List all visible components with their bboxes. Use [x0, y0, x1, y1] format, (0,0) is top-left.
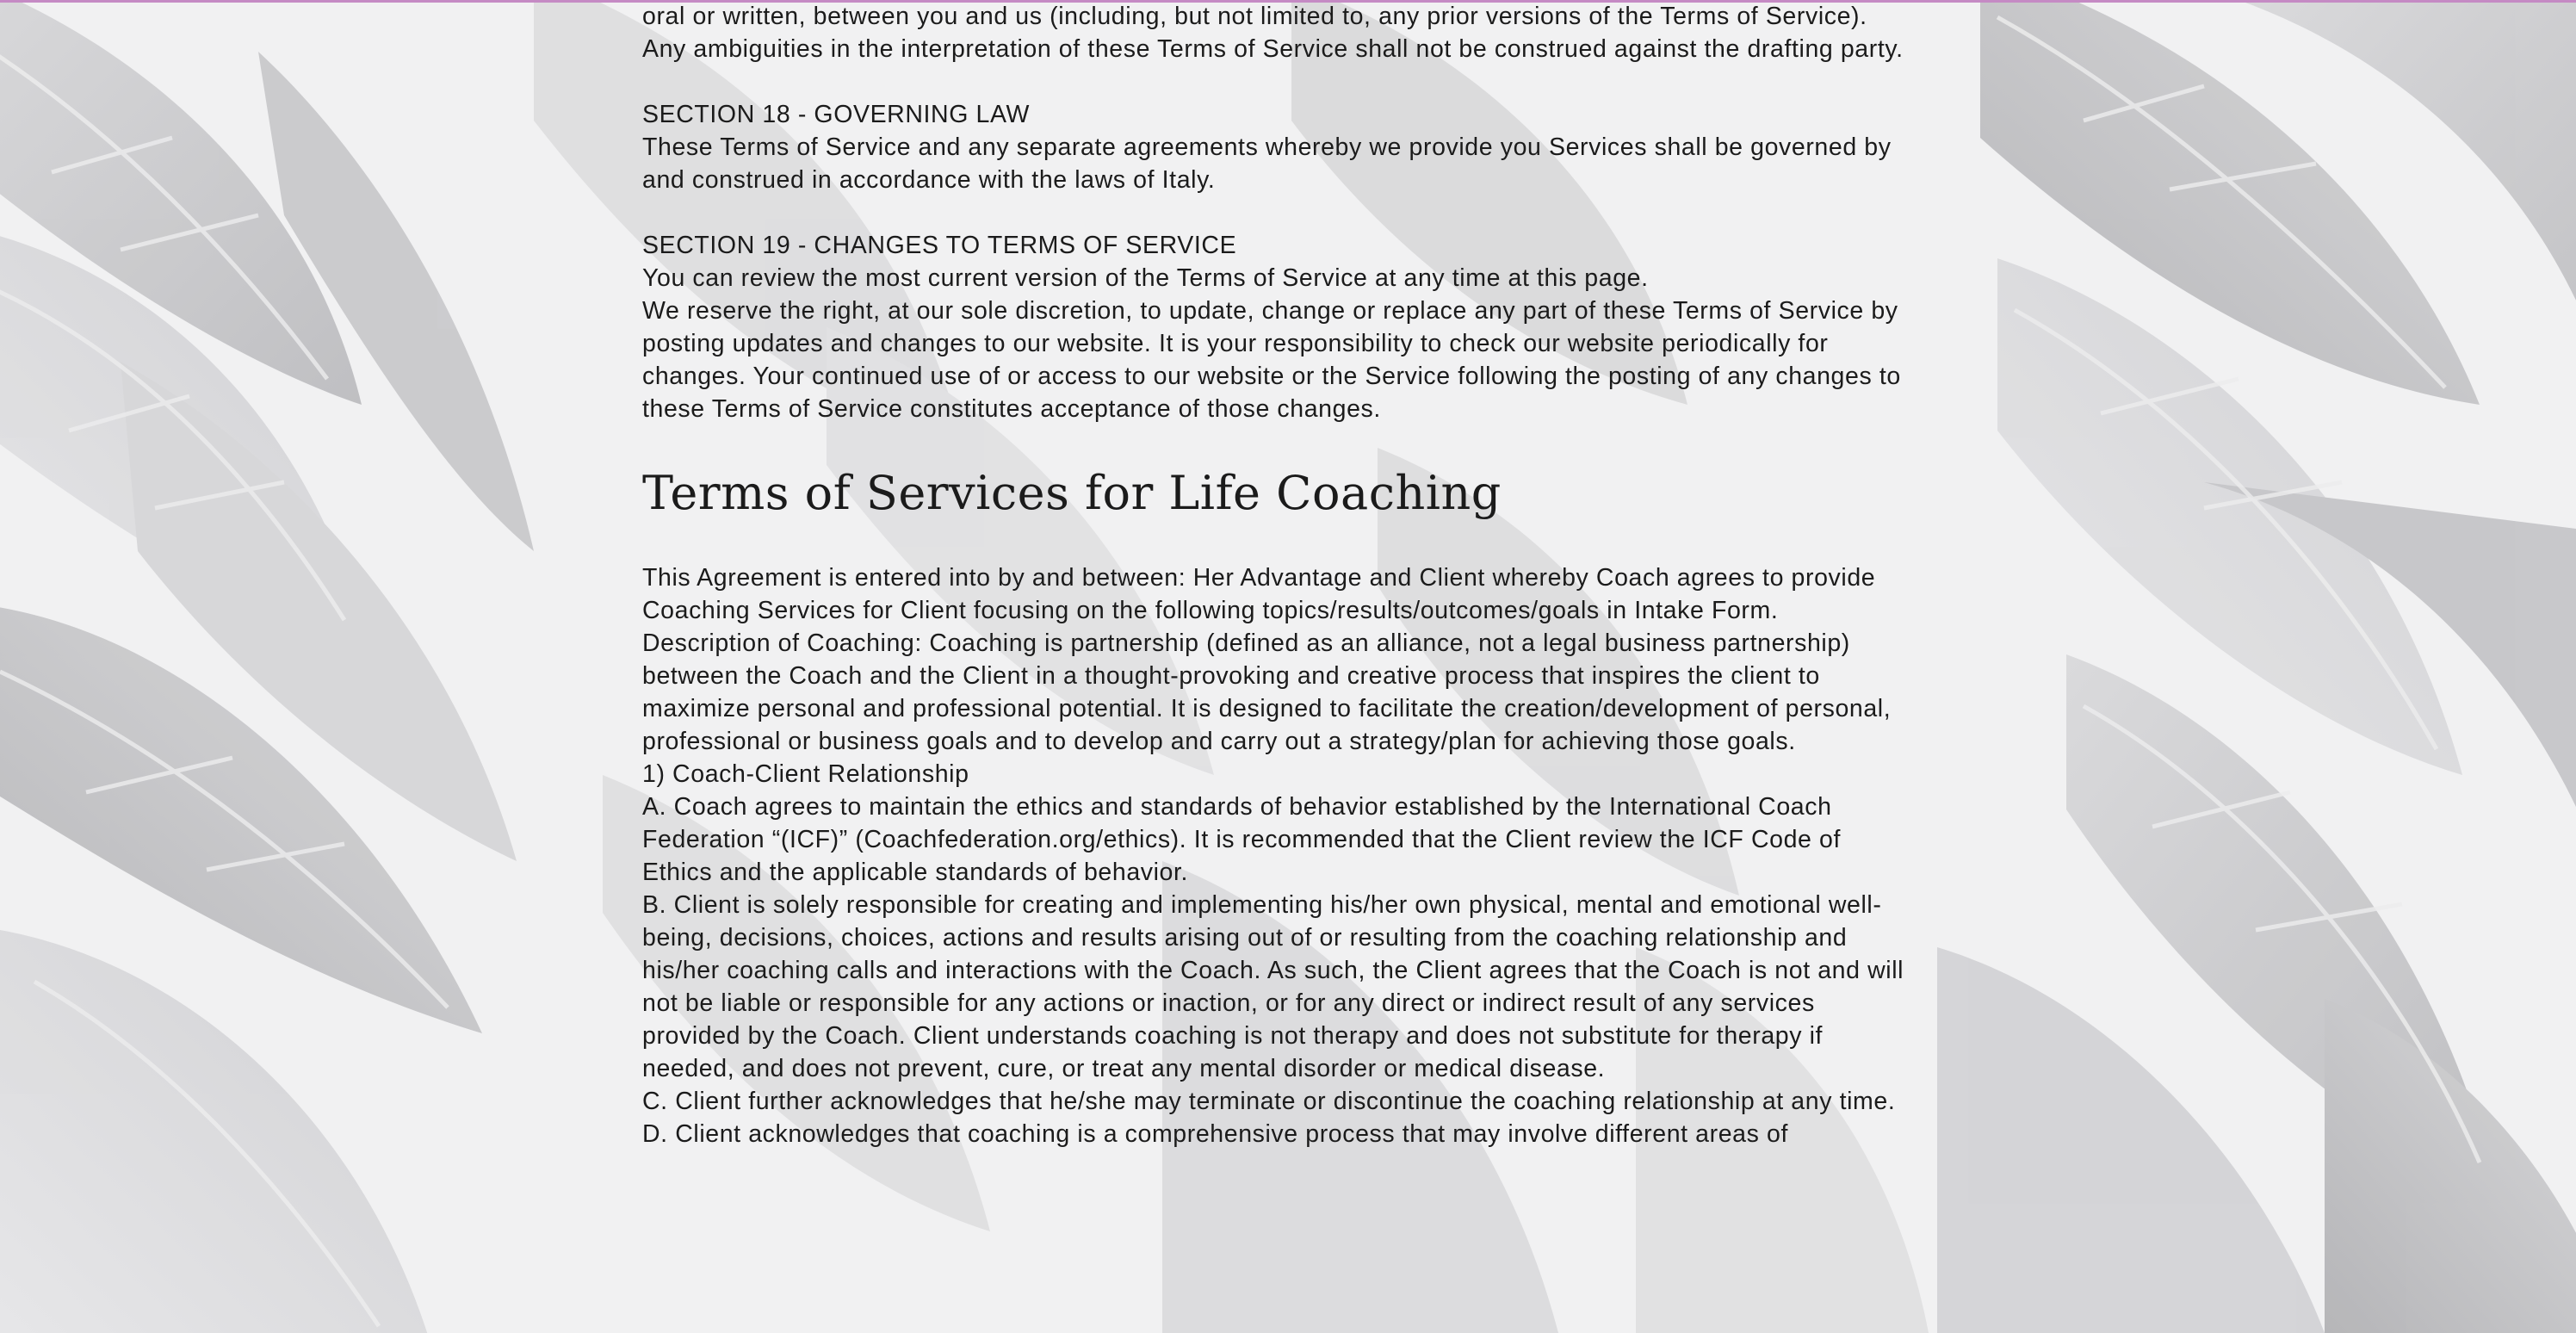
section-17-tail-line-1: oral or written, between you and us (including, but not limited to, any prior versions of the Terms of Service). — [642, 3, 1867, 30]
clause-d: D. Client acknowledges that coaching is a comprehensive process that may involve different areas of — [642, 1120, 1788, 1148]
clause-c: C. Client further acknowledges that he/she may terminate or discontinue the coaching relationship at any time. — [642, 1088, 1896, 1115]
clause-b: B. Client is solely responsible for creating and implementing his/her own physical, mental and emotional well-being, decisions, choices, actions and results arising out of or resulting from the coaching relationship and his/her coaching calls and interactions with the Coach. As such, the Client agrees that the Coach is not and will not be liable or responsible for any actions or inaction, or for any direct or indirect result of any services provided by the Coach. Client understands coaching is not therapy and does not substitute for therapy if needed, and does not prevent, cure, or treat any mental disorder or medical disease. — [642, 891, 1904, 1082]
terms-content — [642, 0, 1908, 1150]
life-coaching-title: Terms of Services for Life Coaching — [642, 466, 1502, 520]
section-18-body: These Terms of Service and any separate agreements whereby we provide you Services shall be governed by and construed in accordance with the laws of Italy. — [642, 133, 1892, 194]
spacer — [642, 65, 1908, 98]
clause-a: A. Coach agrees to maintain the ethics and standards of behavior established by the International Coach Federation “(ICF)” (Coachfederation.org/ethics). It is recommended that the Client review the ICF Code of Ethics and the applicable standards of behavior. — [642, 793, 1841, 886]
agreement-paragraph: This Agreement is entered into by and between: Her Advantage and Client whereby Coach agrees to provide Coaching Services for Client focusing on the following topics/results/outcomes/goals in Intake Form. — [642, 564, 1876, 624]
section-19-body-2: We reserve the right, at our sole discretion, to update, change or replace any part of these Terms of Service by posting updates and changes to our website. It is your responsibility to check our website periodically for changes. Your continued use of or access to our website or the Service following the posting of any changes to these Terms of Service constitutes acceptance of those changes. — [642, 297, 1901, 423]
relationship-title: 1) Coach-Client Relationship — [642, 760, 969, 788]
section-17-tail-line-2: Any ambiguities in the interpretation of these Terms of Service shall not be construed against the drafting party. — [642, 35, 1904, 63]
section-19-title: SECTION 19 - CHANGES TO TERMS OF SERVICE — [642, 232, 1237, 259]
section-19-body-1: You can review the most current version of the Terms of Service at any time at this page. — [642, 264, 1649, 292]
description-paragraph: Description of Coaching: Coaching is partnership (defined as an alliance, not a legal business partnership) between the Coach and the Client in a thought-provoking and creative process that inspires the client to maximize personal and professional potential. It is designed to facilitate the creation/development of personal, professional or business goals and to develop and carry out a strategy/plan for achieving those goals. — [642, 629, 1892, 755]
section-18-title: SECTION 18 - GOVERNING LAW — [642, 101, 1031, 128]
spacer — [642, 196, 1908, 229]
top-accent-bar — [0, 0, 2576, 3]
